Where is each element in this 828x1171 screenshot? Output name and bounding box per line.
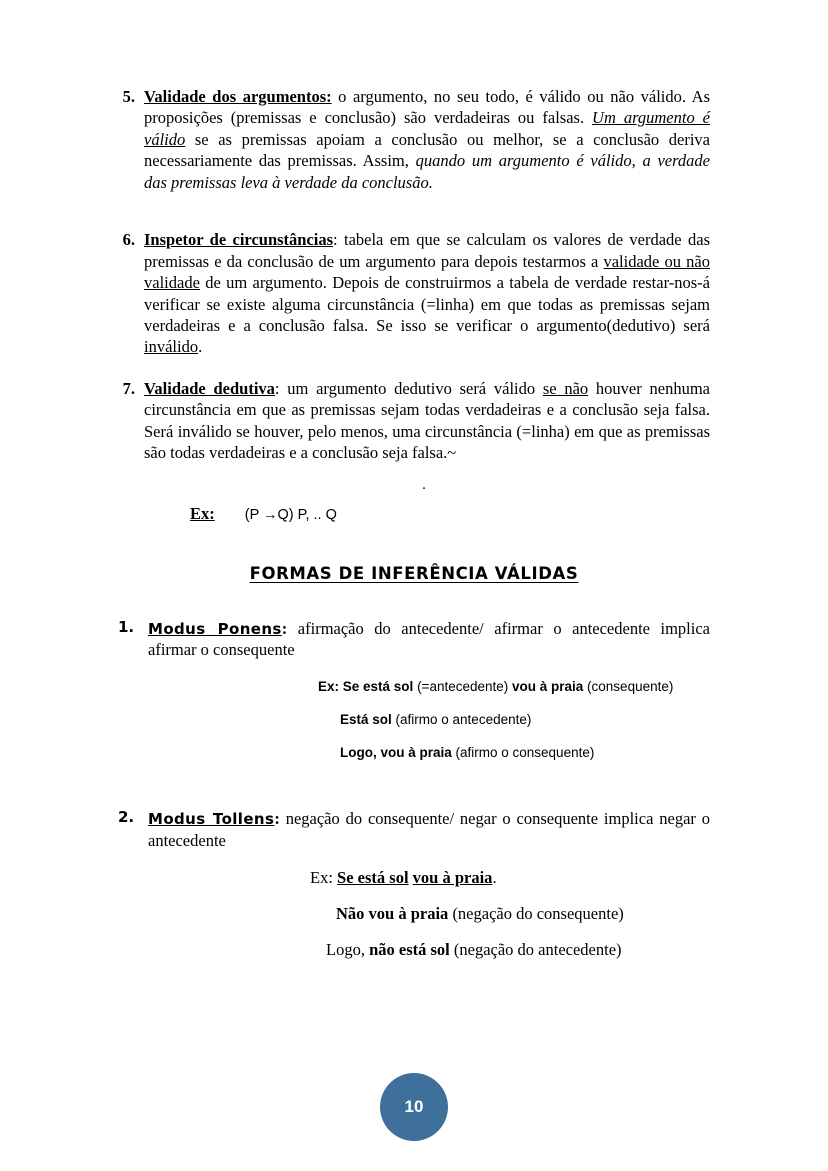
term-text-1: : um argumento dedutivo será válido (274, 378, 543, 398)
term-text-1: : tabela em que se calculam os valores de verdade das premissas e da conclusão de um argumento para depois testarmos a (144, 230, 710, 271)
example-bold-underline-part: vou à praia (412, 867, 493, 887)
example-line (118, 504, 710, 524)
example-plain-part: (negação do consequente) (452, 903, 624, 923)
spacer (118, 207, 710, 229)
list-item (118, 86, 710, 193)
inference-example-line (118, 868, 710, 888)
inference-colon: : (274, 809, 280, 829)
inference-number: 2. (118, 808, 135, 827)
example-plain-part: (afirmo o antecedente) (395, 712, 532, 728)
inference-number: 1. (118, 617, 135, 636)
example-plain-part: (consequente) (587, 679, 674, 695)
list-item-number: 7. (122, 378, 135, 398)
example-plain-part: Logo, (326, 939, 370, 959)
example-plain-part: . (492, 867, 497, 887)
example-bold-underline-part: Se está sol (337, 867, 409, 887)
example-plain-part: Ex: (310, 867, 338, 887)
example-bold-part: Logo, vou à praia (340, 745, 456, 761)
term-italic-underline: Um argumento é válido (144, 108, 710, 149)
page-number-badge: 10 (380, 1073, 448, 1141)
list-item-number: 6. (122, 230, 135, 250)
inference-name: Modus Ponens (148, 619, 282, 638)
list-item-number: 5. (122, 87, 135, 106)
inference-example-line (118, 940, 710, 960)
term-title: Validade dedutiva (144, 378, 275, 398)
inference-text: negação do consequente/ negar o consequente implica negar o antecedente (148, 809, 711, 850)
term-underline-2: inválido (144, 337, 199, 357)
inference-colon: : (281, 618, 288, 638)
inference-text: afirmação do antecedente/ afirmar o antecedente implica afirmar o consequente (148, 618, 710, 660)
inference-name: Modus Tollens (148, 810, 275, 829)
term-text-3: . (198, 337, 203, 357)
stray-dot: . (422, 476, 426, 493)
list-item-body (144, 229, 710, 358)
term-title: Inspetor de circunstâncias (144, 230, 334, 250)
section-heading-text: FORMAS DE INFERÊNCIA VÁLIDAS (249, 563, 579, 583)
list-item-body (144, 378, 710, 464)
term-text-1: o argumento, no seu todo, é válido ou não válido. As proposições (premissas e conclusão) são verdadeiras ou falsas. (144, 87, 710, 128)
inference-item (118, 618, 710, 662)
example-plain-part: (afirmo o consequente) (455, 745, 595, 761)
example-plain-part: (negação do antecedente) (453, 939, 622, 959)
term-text-2: se as premissas apoiam a conclusão ou melhor, se a conclusão deriva necessariamente das premissas. Assim, (144, 129, 710, 171)
inference-example-line (118, 712, 710, 727)
inference-example-line (118, 745, 710, 760)
example-bold-part: Não vou à praia (336, 903, 453, 923)
list-item (118, 229, 710, 358)
term-text-2: houver nenhuma circunstância em que as premissas sejam todas verdadeiras e a conclusão seja falsa. Será inválido se houver, pelo menos, uma circunstância (=linha) em que as premissas são todas verdadeiras e a conclusão seja falsa.~ (144, 378, 710, 463)
section-heading (118, 564, 710, 584)
inference-item (118, 808, 710, 852)
inference-example-line (118, 679, 710, 694)
example-formula: (P →Q) P, .. Q (244, 506, 337, 523)
term-title: Validade dos argumentos: (144, 87, 332, 106)
inference-example-line (118, 904, 710, 924)
term-text-2: de um argumento. Depois de construirmos a tabela de verdade restar-nos-á verificar se existe alguma circunstância (=linha) em que todas as premissas sejam verdadeiras e a conclusão falsa. Se isso se verificar o argumento(dedutivo) será (144, 273, 710, 335)
example-plain-part: (=antecedente) (417, 679, 509, 695)
example-bold-part: Está sol (340, 712, 396, 728)
example-bold-part: não está sol (369, 939, 454, 959)
example-bold-part: Ex: Se está sol (318, 679, 418, 695)
example-label: Ex: (190, 503, 215, 523)
example-bold-part: vou à praia (508, 679, 588, 695)
inference-body (148, 618, 710, 662)
term-underline-1: validade ou não validade (144, 251, 710, 293)
term-underline-1: se não (542, 378, 589, 398)
list-item (118, 378, 710, 464)
term-italic-tail: quando um argumento é válido, a verdade das premissas leva à verdade da conclusão. (144, 151, 710, 192)
inference-body (148, 808, 710, 852)
list-item-body (144, 86, 710, 193)
